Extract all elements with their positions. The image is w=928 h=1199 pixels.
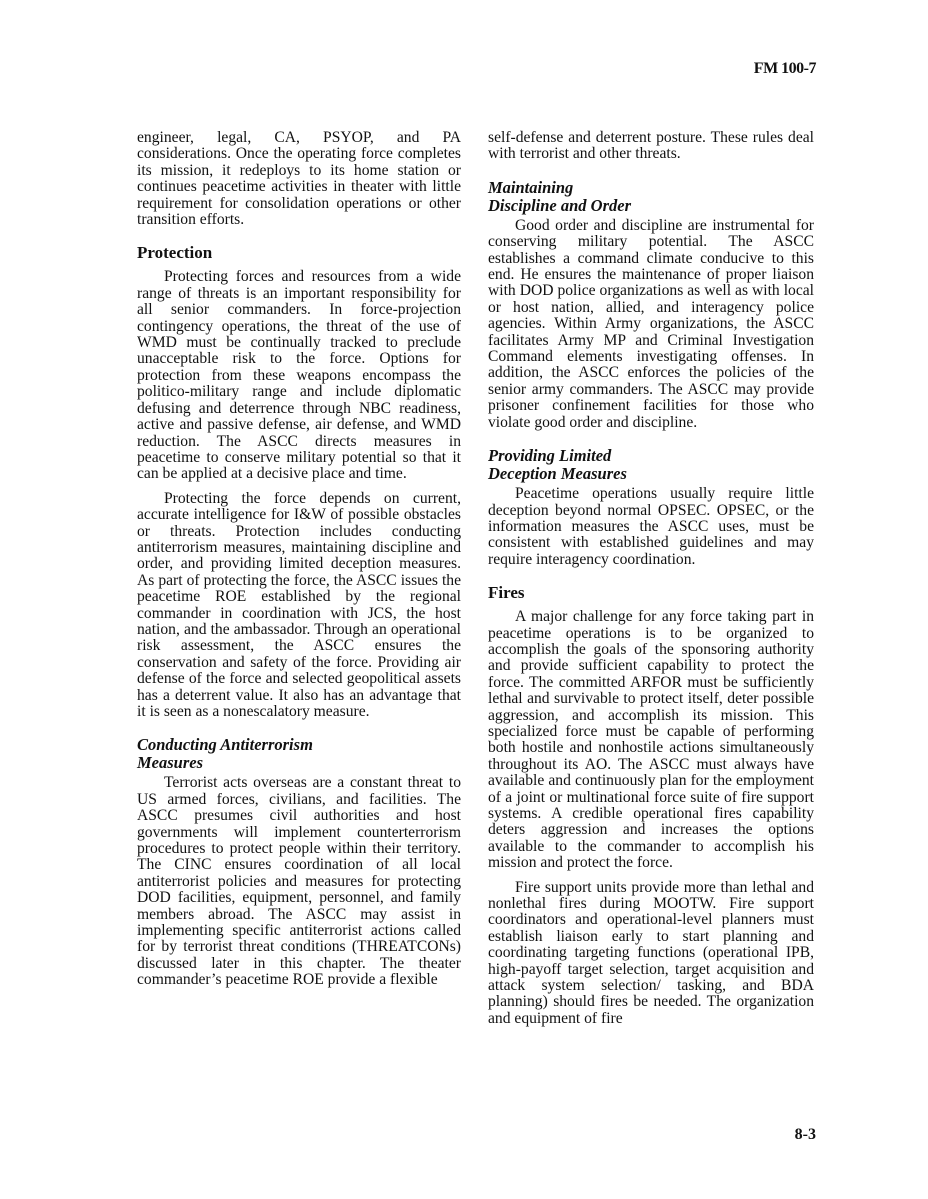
page-number: 8-3 xyxy=(794,1126,816,1143)
subheading-line: Deception Measures xyxy=(488,464,627,484)
paragraph: Terrorist acts overseas are a constant threat to US armed forces, civilians, and facilities. The ASCC presumes civil authorities and host governments will implement counterterrorism procedures to protect people within their territory. The CINC ensures coordination of all local antiterrorist policies and measures for protecting DOD facilities, equipment, personnel, and family members abroad. The ASCC may assist in implementing specific antiterrorist actions called for by terrorist threat conditions (THREATCONs) discussed later in this chapter. The theater commander’s peacetime ROE provide a flexible xyxy=(137,774,461,989)
subheading-line: Maintaining xyxy=(488,177,574,197)
paragraph: Peacetime operations usually require little deception beyond normal OPSEC. OPSEC, or the information measures the ASCC uses, must be consistent with established guidelines and may require interagency coordination. xyxy=(488,485,814,568)
paragraph: engineer, legal, CA, PSYOP, and PA considerations. Once the operating force completes its mission, it redeploys to its home station or continues peacetime activities in theater with little requirement for consolidation operations or other transition efforts. xyxy=(137,129,461,229)
section-heading-fires: Fires xyxy=(488,583,525,603)
subheading-deception xyxy=(488,447,814,483)
running-head: FM 100-7 xyxy=(753,60,816,77)
left-column xyxy=(137,130,461,989)
paragraph: Protecting forces and resources from a wide range of threats is an important responsibility for all senior commanders. In force-projection contingency operations, the threat of the use of WMD must be continually tracked to preclude unacceptable risk to the force. Options for protection from these weapons encompass the politico-military range and include diplomatic defusing and deterrence through NBC readiness, active and passive defense, air defense, and WMD reduction. The ASCC directs measures in peacetime to conserve military potential so that it can be applied at a decisive place and time. xyxy=(137,268,461,483)
paragraph: Fire support units provide more than lethal and nonlethal fires during MOOTW. Fire support coordinators and operational-level planners must establish liaison early to start planning and coordinating targeting functions (operational IPB, high-payoff target selection, target acquisition and attack system selection/ tasking, and BDA planning) should fires be needed. The organization and equipment of fire xyxy=(488,878,814,1027)
subheading-line: Conducting Antiterrorism xyxy=(137,735,313,755)
right-column xyxy=(488,130,814,1027)
subheading-antiterrorism xyxy=(137,736,461,772)
section-heading-protection: Protection xyxy=(137,243,213,263)
subheading-line: Measures xyxy=(137,753,204,773)
subheading-line: Providing Limited xyxy=(488,446,612,466)
paragraph: A major challenge for any force taking part in peacetime operations is to be organized to accomplish the goals of the sponsoring authority and provide sufficient capability to protect the force. The committed ARFOR must be sufficiently lethal and survivable to protect itself, deter possible aggression, and accomplish its mission. This specialized force must be capable of performing both hostile and nonhostile actions simultaneously throughout its AO. The ASCC must always have available and continuously plan for the employment of a joint or multinational force suite of fire support systems. A credible operational fires capability deters aggression and increases the options available to the commander to accomplish his mission and protect the force. xyxy=(488,608,814,872)
subheading-discipline-order xyxy=(488,179,814,215)
subheading-line: Discipline and Order xyxy=(488,195,632,215)
paragraph: Good order and discipline are instrumental for conserving military potential. The ASCC establishes a command climate conducive to this end. He ensures the maintenance of proper liaison with DOD police organizations as well as with local or host nation, allied, and interagency police agencies. Within Army organizations, the ASCC facilitates Army MP and Criminal Investigation Command elements investigating offenses. In addition, the ASCC enforces the policies of the senior army commanders. The ASCC may provide prisoner confinement facilities for those who violate good order and discipline. xyxy=(488,216,814,431)
paragraph: Protecting the force depends on current, accurate intelligence for I&W of possible obstacles or threats. Protection includes conducting antiterrorism measures, maintaining discipline and order, and providing limited deception measures. As part of protecting the force, the ASCC issues the peacetime ROE established by the regional commander in coordination with JCS, the host nation, and the ambassador. Through an operational risk assessment, the ASCC ensures the conservation and safety of the force. Providing air defense of the force and selected geopolitical assets has a deterrent value. It also has an advantage that it is seen as a nonescalatory measure. xyxy=(137,489,461,720)
paragraph: self-defense and deterrent posture. These rules deal with terrorist and other threats. xyxy=(488,129,814,163)
